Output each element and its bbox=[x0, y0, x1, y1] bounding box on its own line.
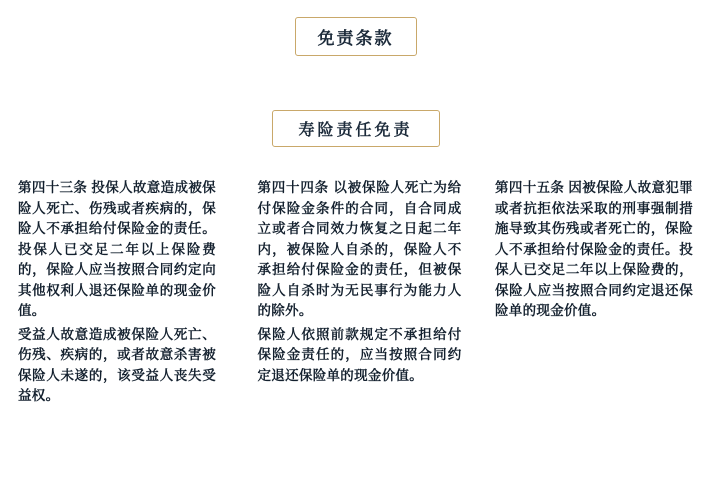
article-column-43 bbox=[18, 178, 216, 407]
section-title: 寿险责任免责 bbox=[271, 110, 439, 147]
article-paragraph: 受益人故意造成被保险人死亡、伤残、疾病的，或者故意杀害被保险人未遂的，该受益人丧失受益权。 bbox=[18, 326, 216, 404]
page-title: 免责条款 bbox=[295, 17, 417, 56]
article-column-45 bbox=[495, 178, 693, 407]
article-paragraph: 第四十五条 因被保险人故意犯罪或者抗拒依法采取的刑事强制措施导致其伤残或者死亡的，保险人不承担给付保险金的责任。投保人已交足二年以上保险费的，保险人应当按照合同约定退还保险单的现金价值。 bbox=[495, 180, 693, 319]
article-paragraph: 第四十三条 投保人故意造成被保险人死亡、伤残或者疾病的，保险人不承担给付保险金的责任。投保人已交足二年以上保险费的，保险人应当按照合同约定向其他权利人退还保险单的现金价值。 bbox=[18, 180, 216, 319]
article-paragraph: 第四十四条 以被保险人死亡为给付保险金条件的合同，自合同成立或者合同效力恢复之日起二年内，被保险人自杀的，保险人不承担给付保险金的责任，但被保险人自杀时为无民事行为能力人的除外。 bbox=[257, 180, 462, 319]
article-column-44 bbox=[258, 178, 462, 407]
article-columns bbox=[0, 178, 711, 407]
article-paragraph: 保险人依照前款规定不承担给付保险金责任的，应当按照合同约定退还保险单的现金价值。 bbox=[257, 326, 462, 383]
